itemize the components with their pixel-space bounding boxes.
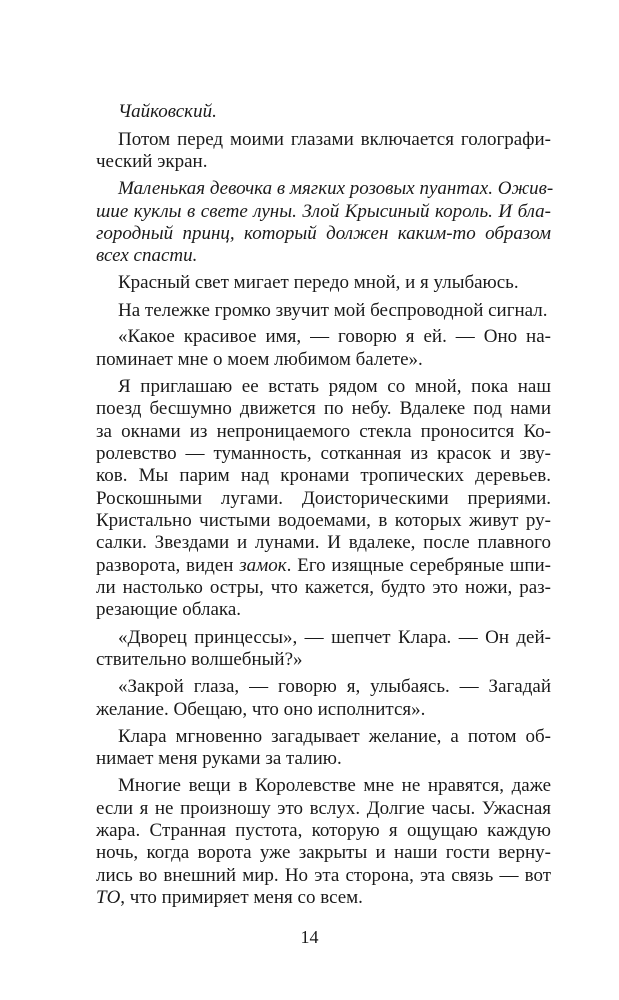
- text-line: жара. Странная пустота, которую я ощущаю каждую: [96, 820, 551, 841]
- text-run: , что примиряет меня со всем.: [120, 887, 363, 908]
- text-line: ствительно волшебный?»: [96, 649, 303, 670]
- text-line: На тележке громко звучит мой беспроводной сигнал.: [118, 300, 548, 321]
- text-line: ков. Мы парим над кронами тропических деревьев.: [96, 465, 551, 486]
- text-line: [96, 887, 551, 909]
- text-line: «Закрой глаза, — говорю я, улыбаясь. — Загадай: [118, 676, 551, 697]
- text-line: поминает мне о моем любимом балете».: [96, 349, 423, 370]
- text-line: ночь, когда ворота уже закрыты и наши гости верну-: [96, 842, 551, 863]
- text-line: «Дворец принцессы», — шепчет Клара. — Он дей-: [118, 627, 551, 648]
- text-line: Маленькая девочка в мягких розовых пуантах. Ожив-: [118, 178, 554, 199]
- text-line: Я приглашаю ее встать рядом со мной, пока наш: [118, 376, 551, 397]
- text-line: за окнами из непроницаемого стекла проносится Ко-: [96, 421, 551, 442]
- text-line: ческий экран.: [96, 151, 208, 172]
- text-run: разворота, виден: [96, 555, 240, 576]
- text-line: ролевство — туманность, сотканная из красок и зву-: [96, 443, 551, 464]
- text-line: [96, 555, 551, 577]
- text-line: Клара мгновенно загадывает желание, а потом об-: [118, 726, 551, 747]
- text-line: салки. Звездами и лунами. И вдалеке, после плавного: [96, 532, 551, 553]
- text-line: Чайковский.: [118, 101, 217, 122]
- text-line: всех спасти.: [96, 245, 198, 266]
- text-run: . Его изящные серебряные шпи-: [286, 555, 552, 576]
- text-line: Многие вещи в Королевстве мне не нравятся, даже: [118, 775, 551, 796]
- text-line: Потом перед моими глазами включается голографи-: [118, 129, 551, 150]
- text-line: Роскошными лугами. Доисторическими прериями.: [96, 488, 551, 509]
- emphasis-text: ТО: [96, 887, 121, 908]
- text-line: шие куклы в свете луны. Злой Крысиный король. И бла-: [96, 201, 551, 222]
- text-line: Красный свет мигает передо мной, и я улыбаюсь.: [118, 272, 519, 293]
- text-line: резающие облака.: [96, 599, 242, 620]
- text-line: ли настолько остры, что кажется, будто это ножи, раз-: [96, 577, 551, 598]
- text-line: желание. Обещаю, что оно исполнится».: [96, 699, 426, 720]
- page-number: 14: [300, 927, 319, 947]
- emphasis-text: замок: [239, 555, 287, 576]
- text-line: нимает меня руками за талию.: [96, 748, 342, 769]
- text-line: лись во внешний мир. Но эта сторона, эта связь — вот: [96, 865, 551, 886]
- text-line: поезд бесшумно движется по небу. Вдалеке под нами: [96, 398, 551, 419]
- text-line: если я не произношу это вслух. Долгие часы. Ужасная: [96, 798, 551, 819]
- text-line: «Какое красивое имя, — говорю я ей. — Оно на-: [118, 326, 551, 347]
- text-line: городный принц, который должен каким-то образом: [96, 223, 551, 244]
- text-line: Кристально чистыми водоемами, в которых живут ру-: [96, 510, 551, 531]
